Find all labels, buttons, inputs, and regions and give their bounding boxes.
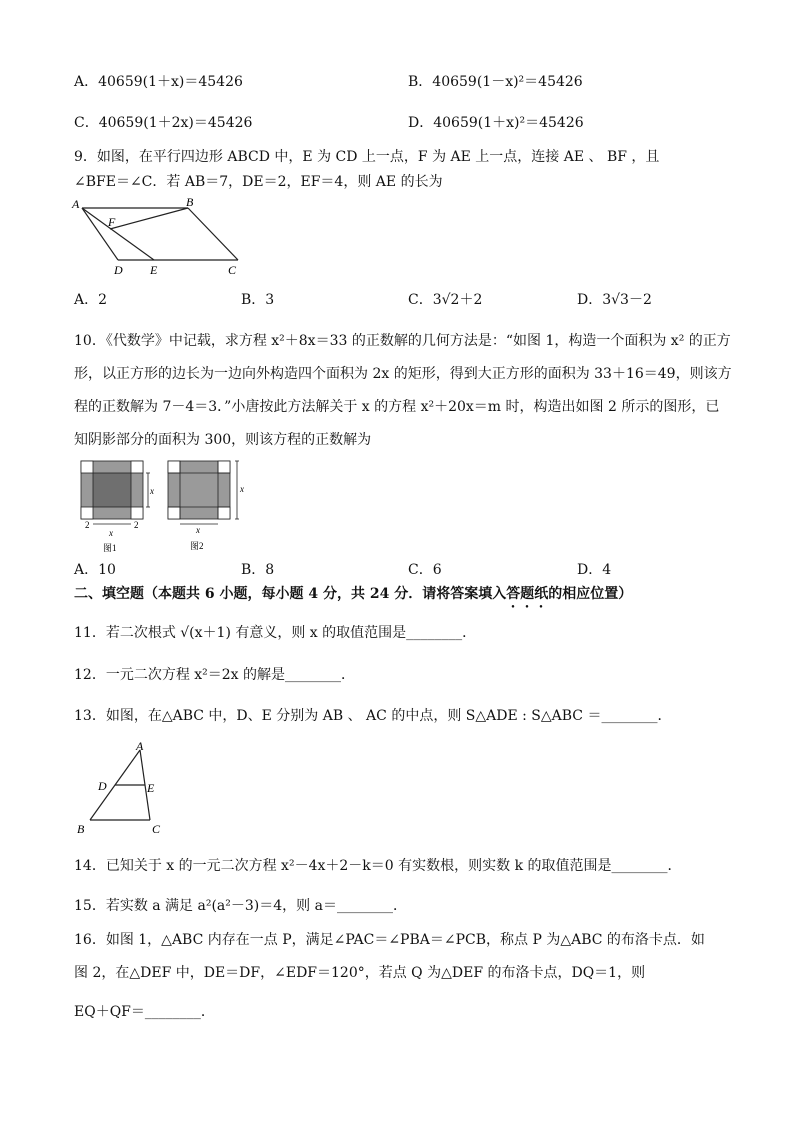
q8-option-c: C．40659(1＋2x)＝45426 bbox=[74, 115, 253, 131]
fig1-x-bottom: x bbox=[109, 528, 113, 538]
q9-label-f: F bbox=[108, 215, 116, 229]
q8-option-b: B．40659(1－x)²＝45426 bbox=[408, 74, 583, 90]
q9-option-a: A．2 bbox=[74, 292, 108, 308]
q8-option-a: A．40659(1＋x)＝45426 bbox=[74, 74, 243, 90]
q15-text: 15．若实数 a 满足 a²(a²－3)＝4，则 a＝________． bbox=[74, 898, 407, 914]
q16-line3: EQ＋QF＝________． bbox=[74, 1004, 215, 1020]
q9-label-a: A bbox=[72, 198, 80, 211]
q9-option-c: C．3√2＋2 bbox=[408, 292, 483, 308]
q13-label-c: C bbox=[152, 822, 161, 836]
q10-line2: 形，以正方形的边长为一边向外构造四个面积为 2x 的矩形，得到大正方形的面积为 33＋16＝49，则该方 bbox=[74, 366, 732, 382]
q9-option-b: B．3 bbox=[241, 292, 275, 308]
q14-text: 14．已知关于 x 的一元二次方程 x²－4x＋2－k＝0 有实数根，则实数 k 的取值范围是________． bbox=[74, 858, 682, 874]
q13-triangle-figure bbox=[74, 740, 170, 838]
q11-text: 11．若二次根式 √(x＋1) 有意义，则 x 的取值范围是________． bbox=[74, 625, 477, 641]
fig1-caption: 图1 bbox=[103, 543, 117, 553]
q13-label-e: E bbox=[147, 781, 155, 795]
q13-label-b: B bbox=[77, 822, 85, 836]
q10-option-b: B．8 bbox=[241, 562, 275, 578]
section-2-heading-after: 的相应位置） bbox=[548, 586, 633, 602]
fig1-x-side: x bbox=[150, 486, 154, 496]
q10-option-c: C．6 bbox=[408, 562, 442, 578]
q9-option-d: D．3√3－2 bbox=[577, 292, 652, 308]
fig2-x-side: x bbox=[240, 484, 244, 494]
fig1-two-left: 2 bbox=[85, 520, 90, 530]
q9-line2: ∠BFE＝∠C．若 AB＝7，DE＝2，EF＝4，则 AE 的长为 bbox=[74, 174, 443, 190]
q10-option-d: D．4 bbox=[577, 562, 612, 578]
q8-option-d: D．40659(1＋x)²＝45426 bbox=[408, 115, 584, 131]
q13-label-a: A bbox=[136, 740, 144, 753]
q10-option-a: A．10 bbox=[74, 562, 116, 578]
q9-line1: 9．如图，在平行四边形 ABCD 中，E 为 CD 上一点，F 为 AE 上一点，连接 AE 、 BF ，且 bbox=[74, 149, 660, 165]
q9-label-d: D bbox=[114, 263, 123, 277]
q16-line1: 16．如图 1，△ABC 内存在一点 P，满足∠PAC＝∠PBA＝∠PCB，称点 P 为△ABC 的布洛卡点．如 bbox=[74, 932, 705, 948]
q9-label-e: E bbox=[150, 263, 158, 277]
q10-figure-2 bbox=[165, 458, 249, 556]
section-2-heading bbox=[74, 584, 632, 611]
q10-line3: 程的正数解为 7－4＝3．”小唐按此方法解关于 x 的方程 x²＋20x＝m 时，构造出如图 2 所示的图形，已 bbox=[74, 399, 720, 415]
fig2-x-bottom: x bbox=[196, 525, 200, 535]
fig2-caption: 图2 bbox=[190, 541, 204, 551]
q13-text: 13．如图，在△ABC 中，D、E 分别为 AB 、 AC 的中点，则 S△ADE : S△ABC ＝________． bbox=[74, 708, 672, 724]
q9-label-b: B bbox=[186, 198, 194, 209]
section-2-heading-before: 二、填空题（本题共 6 小题，每小题 4 分，共 24 分．请将答案填入 bbox=[74, 586, 507, 602]
q10-line4: 知阴影部分的面积为 300，则该方程的正数解为 bbox=[74, 432, 372, 448]
section-2-heading-dotted: 答题纸 bbox=[506, 586, 549, 602]
q10-line1: 10．《代数学》中记载，求方程 x²＋8x＝33 的正数解的几何方法是：“如图 1，构造一个面积为 x² 的正方 bbox=[74, 333, 731, 349]
fig1-two-right: 2 bbox=[134, 520, 139, 530]
q16-line2: 图 2，在△DEF 中，DE＝DF，∠EDF＝120°，若点 Q 为△DEF 的布洛卡点，DQ＝1，则 bbox=[74, 965, 646, 981]
q9-label-c: C bbox=[228, 263, 237, 277]
q9-parallelogram-figure bbox=[70, 198, 250, 278]
q10-figure-1 bbox=[78, 458, 160, 556]
q12-text: 12．一元二次方程 x²＝2x 的解是________． bbox=[74, 667, 356, 683]
q13-label-d: D bbox=[98, 779, 107, 793]
